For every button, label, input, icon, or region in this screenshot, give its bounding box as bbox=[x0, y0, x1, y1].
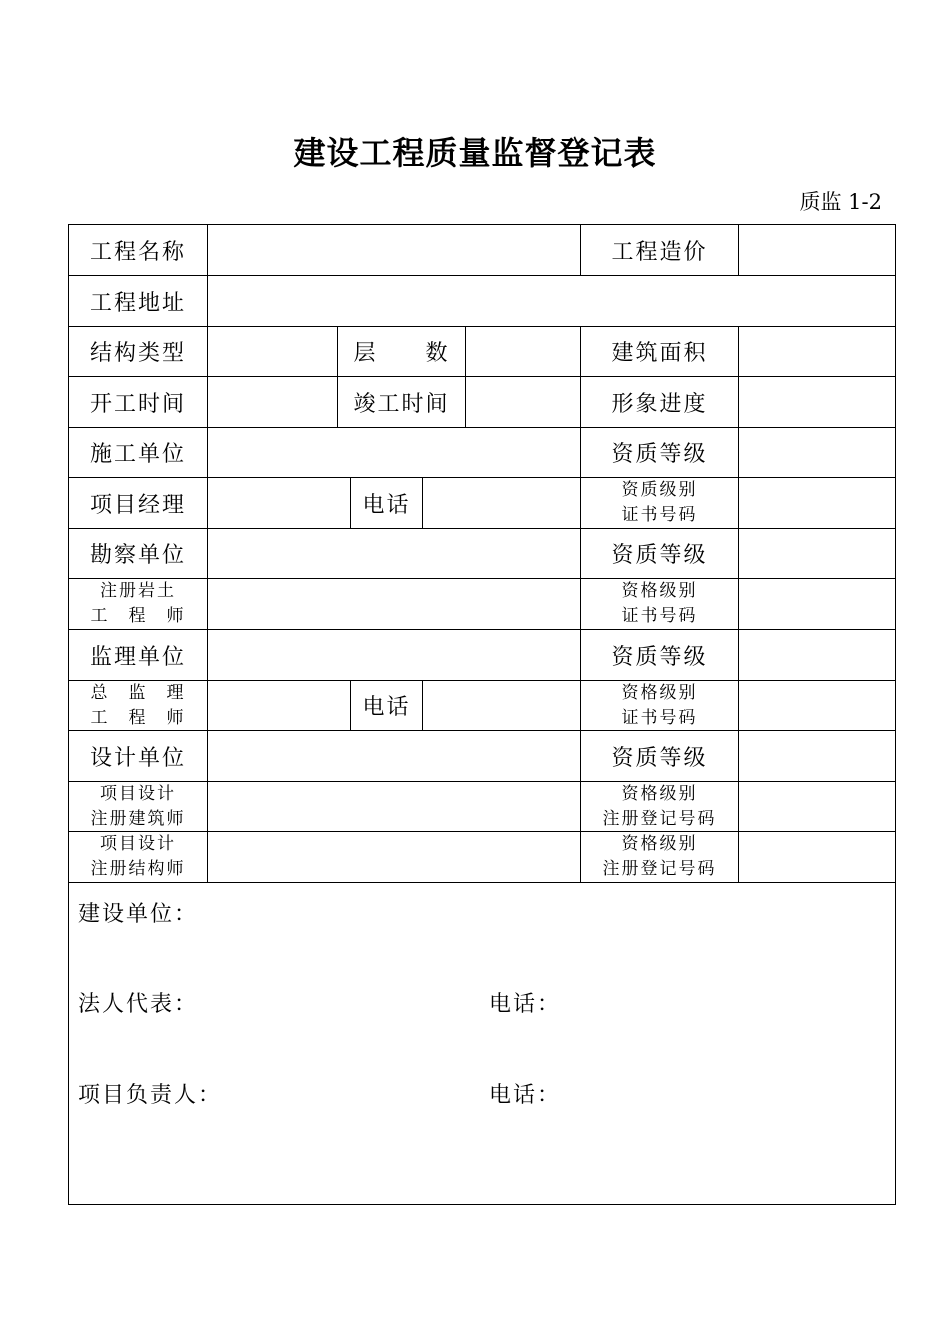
label-supervision-unit: 监理单位 bbox=[89, 644, 186, 670]
label-structural-registration bbox=[581, 832, 738, 882]
label-line: 注册登记号码 bbox=[602, 859, 717, 879]
supervision-grade-field[interactable] bbox=[739, 630, 895, 680]
label-geotechnical-engineer bbox=[69, 579, 207, 629]
form-title: 建设工程质量监督登记表 bbox=[293, 134, 657, 172]
label-line: 注册建筑师 bbox=[90, 808, 186, 829]
label-line: 资格级别 bbox=[621, 834, 698, 854]
label-line: 注册岩土 bbox=[100, 581, 176, 601]
label-line: 项目设计 bbox=[100, 783, 176, 804]
label-structure-type: 结构类型 bbox=[89, 341, 186, 366]
label-supervision-grade: 资质等级 bbox=[611, 644, 708, 670]
label-line: 资格级别 bbox=[621, 581, 698, 601]
label-phone: 电话 bbox=[362, 492, 411, 518]
label-project-address: 工程地址 bbox=[89, 290, 186, 316]
label-structural-engineer bbox=[69, 832, 207, 882]
label-floors: 层 数 bbox=[353, 341, 450, 366]
label-geotechnical-certificate bbox=[581, 579, 738, 629]
supervision-unit-field[interactable] bbox=[208, 630, 580, 680]
label-line: 资格级别 bbox=[621, 783, 698, 804]
floor-area-field[interactable] bbox=[739, 327, 895, 376]
manager-certificate-field[interactable] bbox=[739, 478, 895, 528]
supervisor-phone-field[interactable] bbox=[423, 681, 580, 730]
construction-unit-field[interactable] bbox=[208, 428, 580, 477]
label-line: 工 程 师 bbox=[90, 707, 186, 728]
label-completion-date: 竣工时间 bbox=[353, 391, 450, 417]
architect-registration-field[interactable] bbox=[739, 782, 895, 831]
geotechnical-certificate-field[interactable] bbox=[739, 579, 895, 629]
label-construction-unit: 施工单位 bbox=[89, 442, 186, 467]
manager-phone-field[interactable] bbox=[423, 478, 580, 528]
project-address-field[interactable] bbox=[208, 276, 895, 326]
label-survey-unit: 勘察单位 bbox=[89, 543, 186, 568]
label-line: 项目设计 bbox=[100, 834, 176, 854]
design-unit-field[interactable] bbox=[208, 731, 580, 781]
structural-engineer-field[interactable] bbox=[208, 832, 580, 882]
project-manager-field[interactable] bbox=[208, 478, 350, 528]
form-code: 质监 1-2 bbox=[799, 190, 882, 214]
label-design-grade: 资质等级 bbox=[611, 745, 708, 771]
construction-grade-field[interactable] bbox=[739, 428, 895, 477]
label-line: 证书号码 bbox=[621, 505, 698, 525]
supervisor-certificate-field[interactable] bbox=[739, 681, 895, 730]
label-survey-grade: 资质等级 bbox=[611, 543, 708, 568]
label-project-name: 工程名称 bbox=[89, 239, 186, 265]
project-cost-field[interactable] bbox=[739, 225, 895, 275]
label-building-unit: 建设单位： bbox=[78, 902, 199, 927]
project-name-field[interactable] bbox=[208, 225, 580, 275]
label-project-cost: 工程造价 bbox=[611, 239, 708, 265]
label-legal-rep-phone: 电话： bbox=[489, 992, 562, 1017]
survey-grade-field[interactable] bbox=[739, 529, 895, 578]
label-architect-registration bbox=[581, 782, 738, 831]
registration-table bbox=[68, 224, 896, 1205]
survey-unit-field[interactable] bbox=[208, 529, 580, 578]
label-line: 注册登记号码 bbox=[602, 808, 717, 829]
label-legal-representative: 法人代表： bbox=[78, 992, 199, 1017]
structure-type-field[interactable] bbox=[208, 327, 337, 376]
label-construction-grade: 资质等级 bbox=[611, 442, 708, 467]
label-registered-architect bbox=[69, 782, 207, 831]
label-line: 证书号码 bbox=[621, 707, 698, 728]
label-project-manager: 项目经理 bbox=[89, 492, 186, 518]
progress-field[interactable] bbox=[739, 377, 895, 427]
completion-date-field[interactable] bbox=[466, 377, 580, 427]
label-line: 总 监 理 bbox=[90, 682, 186, 703]
label-progress: 形象进度 bbox=[611, 391, 708, 417]
label-manager-certificate bbox=[581, 478, 738, 528]
label-project-leader-phone: 电话： bbox=[489, 1083, 562, 1108]
start-date-field[interactable] bbox=[208, 377, 337, 427]
structural-registration-field[interactable] bbox=[739, 832, 895, 882]
label-supervisor-certificate bbox=[581, 681, 738, 730]
label-floor-area: 建筑面积 bbox=[611, 341, 708, 366]
label-start-date: 开工时间 bbox=[89, 391, 186, 417]
label-line: 工 程 师 bbox=[90, 606, 186, 626]
chief-supervisor-field[interactable] bbox=[208, 681, 350, 730]
label-line: 注册结构师 bbox=[90, 859, 186, 879]
label-design-unit: 设计单位 bbox=[89, 745, 186, 771]
label-project-leader: 项目负责人： bbox=[78, 1083, 223, 1108]
label-line: 资质级别 bbox=[621, 480, 698, 500]
label-line: 证书号码 bbox=[621, 606, 698, 626]
floors-field[interactable] bbox=[466, 327, 580, 376]
design-grade-field[interactable] bbox=[739, 731, 895, 781]
label-chief-supervisor bbox=[69, 681, 207, 730]
row-divider bbox=[69, 882, 895, 883]
label-line: 资格级别 bbox=[621, 682, 698, 703]
label-phone: 电话 bbox=[362, 695, 411, 720]
geotechnical-engineer-field[interactable] bbox=[208, 579, 580, 629]
registered-architect-field[interactable] bbox=[208, 782, 580, 831]
